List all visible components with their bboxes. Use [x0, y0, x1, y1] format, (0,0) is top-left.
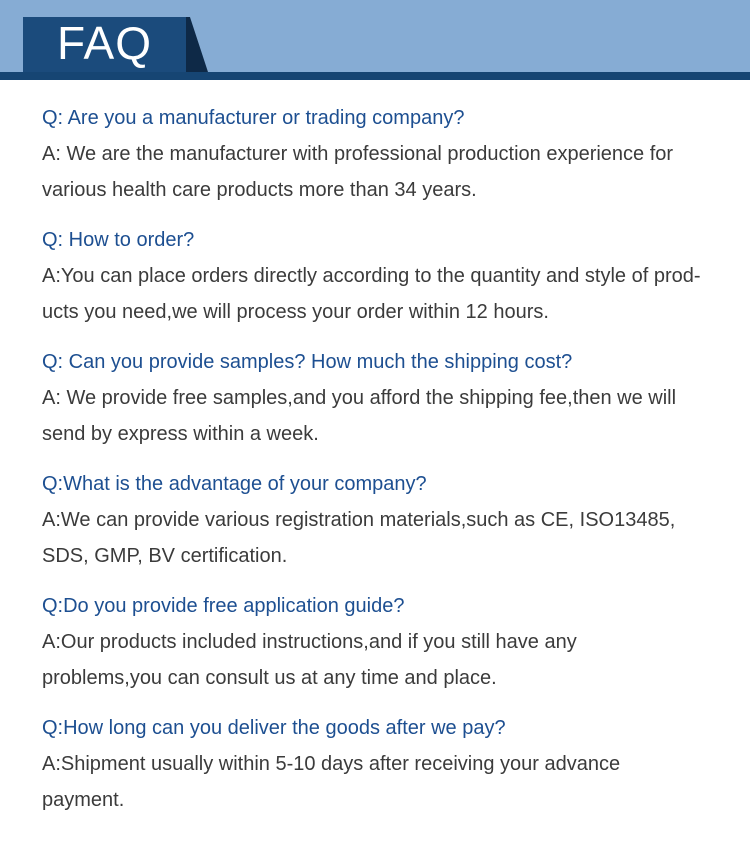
question-text: Q:Do you provide free application guide?: [42, 595, 405, 617]
qa-item: [42, 710, 750, 818]
page-title: FAQ: [56, 17, 153, 69]
answer-line: send by express within a week.: [42, 423, 319, 445]
faq-title-ribbon: [23, 17, 186, 72]
answer-line: problems,you can consult us at any time and place.: [42, 667, 497, 689]
question-text: Q:How long can you deliver the goods after we pay?: [42, 717, 506, 739]
answer-line: SDS, GMP, BV certification.: [42, 545, 288, 567]
header-underline: [0, 72, 750, 80]
faq-header: [0, 0, 750, 80]
answer-line: A:Our products included instructions,and if you still have any: [42, 631, 577, 653]
qa-item: [42, 100, 750, 208]
answer-line: various health care products more than 34 years.: [42, 179, 477, 201]
qa-item: [42, 222, 750, 330]
answer-line: ucts you need,we will process your order within 12 hours.: [42, 301, 549, 323]
qa-item: [42, 344, 750, 452]
question-text: Q: How to order?: [42, 229, 195, 251]
answer-line: payment.: [42, 789, 125, 811]
question-text: Q:What is the advantage of your company?: [42, 473, 427, 495]
answer-line: A: We provide free samples,and you afford the shipping fee,then we will: [42, 387, 677, 409]
faq-list: [0, 80, 750, 818]
answer-line: A:You can place orders directly according to the quantity and style of prod-: [42, 265, 701, 287]
qa-item: [42, 466, 750, 574]
question-text: Q: Can you provide samples? How much the shipping cost?: [42, 351, 573, 373]
answer-line: A:Shipment usually within 5-10 days after receiving your advance: [42, 753, 621, 775]
answer-line: A:We can provide various registration materials,such as CE, ISO13485,: [42, 509, 676, 531]
qa-item: [42, 588, 750, 696]
question-text: Q: Are you a manufacturer or trading company?: [42, 107, 465, 129]
answer-line: A: We are the manufacturer with professional production experience for: [42, 143, 674, 165]
